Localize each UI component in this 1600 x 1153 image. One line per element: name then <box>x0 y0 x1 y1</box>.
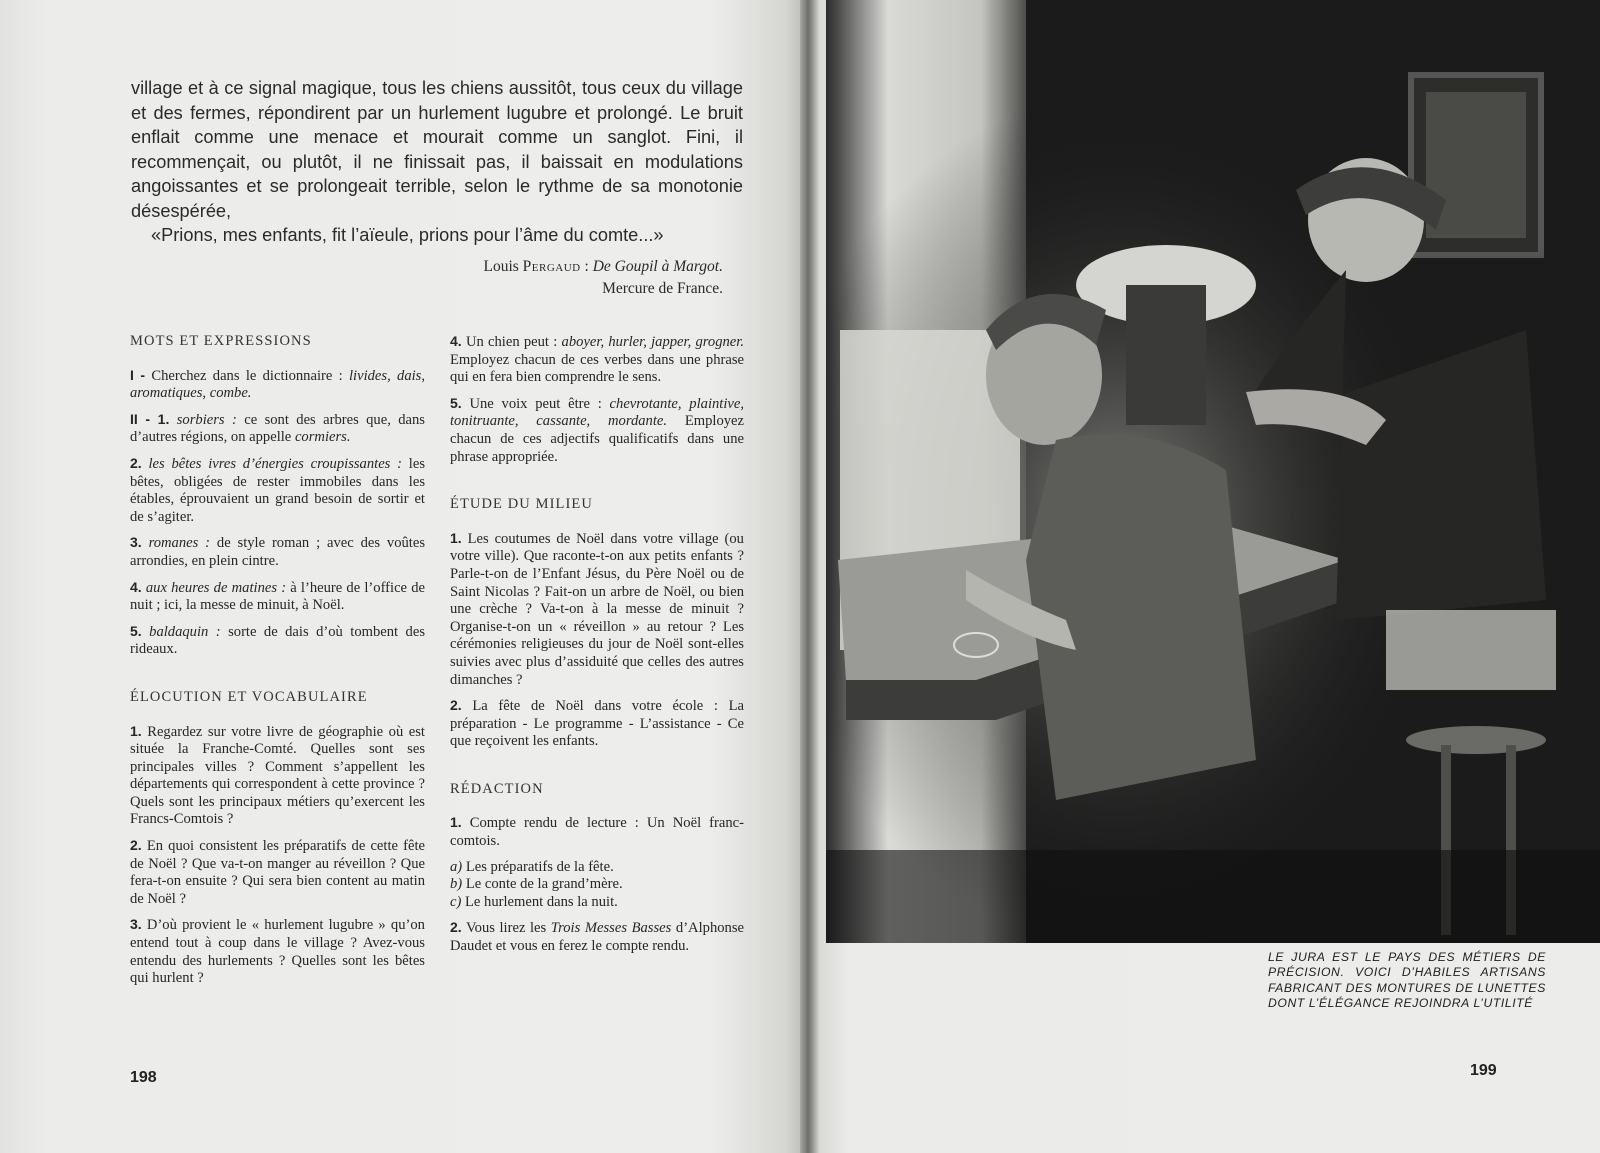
exercise-item <box>130 455 425 526</box>
item-text: Vous lirez les <box>466 920 547 937</box>
author-first-name: Louis <box>483 258 519 275</box>
exercise-item <box>130 916 425 987</box>
item-number: 5. <box>450 394 462 411</box>
exercise-item <box>130 534 425 570</box>
author-last-name: Pergaud <box>522 258 581 275</box>
item-text: d’Alphonse Daudet et vous en ferez le compte rendu. <box>450 920 744 955</box>
item-text: de style roman ; avec des voûtes arrondies, en plein cintre. <box>130 535 426 569</box>
exercise-item <box>450 697 744 751</box>
book-title: Trois Messes Basses <box>550 920 672 937</box>
exercise-item <box>130 411 425 447</box>
item-number: 1. <box>130 722 142 739</box>
section-heading-mots: MOTS ET EXPRESSIONS <box>130 333 312 349</box>
exercise-item <box>450 395 744 466</box>
item-text: Employez chacun de ces verbes dans une phrase qui en fera bien comprendre le sens. <box>450 351 744 386</box>
item-number: 1. <box>450 814 462 831</box>
sub-item-mark: a) <box>450 858 463 875</box>
item-text: à l’heure de l’office de nuit ; ici, la messe de minuit, à Noël. <box>130 579 425 614</box>
photo-caption: LE JURA EST LE PAYS DES MÉTIERS DE PRÉCISION. VOICI D’HABILES ARTISANS FABRICANT DES MONTURES DE LUNETTES DONT L’ÉLÉGANCE REJOINDRA L’UTILITÉ <box>1268 950 1546 1010</box>
item-term: romanes : <box>148 535 211 552</box>
exercise-item <box>130 723 425 830</box>
exercise-item <box>450 333 744 387</box>
section-heading-elocution: ÉLOCUTION ET VOCABULAIRE <box>130 688 368 705</box>
item-number: I - <box>130 366 146 383</box>
item-text: Employez chacun de ces adjectifs qualificatifs dans une phrase appropriée. <box>450 413 744 465</box>
item-term: sorbiers : <box>176 411 237 428</box>
sub-item-mark: c) <box>450 893 462 910</box>
publisher: Mercure de France. <box>602 280 723 297</box>
item-words: aboyer, hurler, japper, grogner. <box>561 334 744 350</box>
sub-item-mark: b) <box>450 876 463 893</box>
item-text: Compte rendu de lecture : Un Noël franc-comtois. <box>450 815 744 850</box>
item-text: En quoi consistent les préparatifs de cette fête de Noël ? Que va-t-on manger au réveillon ? Que fera-t-on ensuite ? Qui sera bien content au matin de Noël ? <box>130 838 425 907</box>
exercise-item <box>130 579 425 615</box>
item-number: II - 1. <box>130 410 170 427</box>
item-number: 5. <box>130 622 142 639</box>
sub-item <box>450 894 744 912</box>
work-title: De Goupil à Margot. <box>592 258 723 275</box>
attribution-separator: : <box>584 258 589 275</box>
exercises-column-left <box>130 333 425 996</box>
item-term: aux heures de matines : <box>145 579 287 596</box>
item-text: ce sont des arbres que, dans d’autres régions, on appelle <box>130 411 425 446</box>
exercise-item <box>450 530 744 689</box>
sub-item-text: Le hurlement dans la nuit. <box>465 893 618 910</box>
story-paragraph: village et à ce signal magique, tous les chiens aussitôt, tous ceux du village et des fermes, répondirent par un hurlement lugubre et prolongé. Le bruit enflait comme une menace et mourait comme un sanglot. Fini, il recommençait, ou plutôt, il ne finissait pas, il baissait en modulations angoissantes et se prolongeait terrible, selon le rythme de sa monotonie désespérée, <box>131 78 743 221</box>
item-text: Cherchez dans le dictionnaire : <box>151 367 343 384</box>
item-text: Regardez sur votre livre de géographie où est située la Franche-Comté. Quelles sont ses principales villes ? Comment s’appellent les départements qui correspondent à cette province ? Quels sont les principaux métiers qu’exercent les Francs-Comtois ? <box>130 723 425 828</box>
item-words: chevrotante, plaintive, tonitruante, cassante, mordante. <box>450 395 745 430</box>
item-text: D’où provient le « hurlement lugubre » qu’on entend tout à coup dans le village ? Avez-vous entendu des hurlements ? Quelles sont les bêtes qui hurlent ? <box>130 917 425 987</box>
item-text: les bêtes, obligées de rester immobiles dans les étables, éprouvaient un grand besoin de sortir et de s’agiter. <box>130 455 425 525</box>
item-number: 2. <box>130 837 142 854</box>
item-number: 4. <box>450 333 462 349</box>
item-term: baldaquin : <box>149 623 221 640</box>
book-gutter <box>800 0 820 1153</box>
item-text: Une voix peut être : <box>469 395 602 412</box>
item-number: 3. <box>130 916 142 933</box>
item-word: cormiers. <box>294 429 351 446</box>
item-number: 2. <box>450 919 462 936</box>
item-number: 2. <box>450 697 462 714</box>
artisans-photograph <box>826 0 1600 943</box>
attribution <box>380 256 723 300</box>
photo-illustration <box>826 0 1600 943</box>
item-number: 1. <box>450 529 462 546</box>
story-excerpt <box>131 76 743 248</box>
page-number-left: 198 <box>130 1069 157 1086</box>
item-number: 2. <box>130 454 142 471</box>
exercise-item <box>130 623 425 659</box>
item-text: Un chien peut : <box>465 334 558 350</box>
sub-item <box>450 876 744 894</box>
story-quote: «Prions, mes enfants, fit l’aïeule, prions pour l’âme du comte...» <box>151 225 664 245</box>
item-number: 4. <box>130 578 142 595</box>
item-number: 3. <box>130 534 142 551</box>
item-text: La fête de Noël dans votre école : La préparation - Le programme - L’assistance - Ce que reçoivent les enfants. <box>450 698 744 750</box>
exercise-item <box>450 919 744 955</box>
exercise-item <box>130 367 425 403</box>
item-text: sorte de dais d’où tombent des rideaux. <box>130 623 425 658</box>
section-heading-etude: ÉTUDE DU MILIEU <box>450 496 593 513</box>
exercise-item <box>130 837 425 908</box>
item-text: Les coutumes de Noël dans votre village (ou votre ville). Que raconte-t-on aux petits enfants ? Parle-t-on de l’Enfant Jésus, du Père Noël ou de Saint Nicolas ? Fait-on un arbre de Noël, ou bien une crèche ? Va-t-on à la messe de minuit ? Organise-t-on un « réveillon » au retour ? Les cérémonies religieuses du jour de Noël sont-elles suivies avec plus d’assiduité que celles des autres dimanches ? <box>450 530 744 688</box>
sub-item <box>450 859 744 877</box>
exercises-column-right <box>450 333 744 964</box>
item-words: livides, dais, aromatiques, combe. <box>130 367 425 402</box>
item-term: les bêtes ivres d’énergies croupissantes : <box>148 455 402 472</box>
sub-item-text: Les préparatifs de la fête. <box>465 858 614 875</box>
sub-item-text: Le conte de la grand’mère. <box>465 876 623 893</box>
page-number-right: 199 <box>1470 1062 1497 1079</box>
exercise-item <box>450 814 744 850</box>
section-heading-redaction: RÉDACTION <box>450 780 544 797</box>
